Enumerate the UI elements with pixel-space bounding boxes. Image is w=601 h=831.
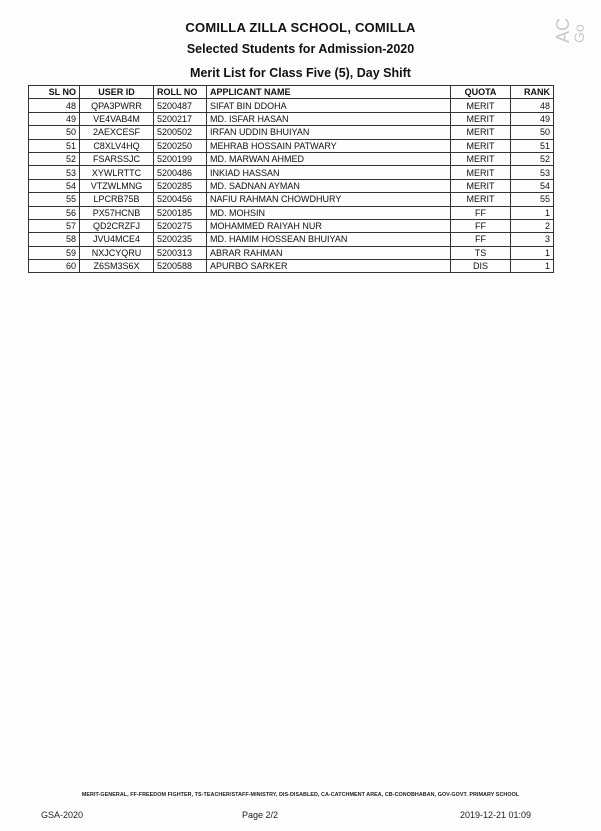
cell-quota: MERIT <box>451 193 511 206</box>
cell-rank: 53 <box>511 166 554 179</box>
cell-roll-no: 5200313 <box>154 246 207 259</box>
quota-legend: MERIT-GENERAL, FF-FREEDOM FIGHTER, TS-TEACHER/STAFF-MINISTRY, DIS-DISABLED, CA-CATCHMENT AREA, CB-CONOBHABAN, GOV-GOVT. PRIMARY SCHOOL <box>81 792 520 798</box>
cell-user-id: QPA3PWRR <box>80 99 154 112</box>
cell-applicant-name: INKIAD HASSAN <box>207 166 451 179</box>
footer-code: GSA-2020 <box>41 810 84 820</box>
cell-sl-no: 53 <box>29 166 80 179</box>
table-row <box>29 152 554 165</box>
table-row <box>29 126 554 139</box>
table-row <box>29 193 554 206</box>
cell-rank: 52 <box>511 152 554 165</box>
table-header-row <box>29 86 554 99</box>
cell-roll-no: 5200185 <box>154 206 207 219</box>
merit-list-table <box>28 85 554 273</box>
table-row <box>29 246 554 259</box>
cell-sl-no: 48 <box>29 99 80 112</box>
cell-roll-no: 5200235 <box>154 233 207 246</box>
cell-sl-no: 59 <box>29 246 80 259</box>
cell-applicant-name: MD. HAMIM HOSSEAN BHUIYAN <box>207 233 451 246</box>
cell-user-id: FSARSSJC <box>80 152 154 165</box>
cell-rank: 49 <box>511 112 554 125</box>
cell-user-id: C8XLV4HQ <box>80 139 154 152</box>
cell-sl-no: 49 <box>29 112 80 125</box>
table-row <box>29 112 554 125</box>
cell-rank: 51 <box>511 139 554 152</box>
cell-user-id: LPCRB75B <box>80 193 154 206</box>
cell-user-id: JVU4MCE4 <box>80 233 154 246</box>
cell-sl-no: 60 <box>29 260 80 273</box>
cell-rank: 54 <box>511 179 554 192</box>
column-header-quota: QUOTA <box>451 86 511 99</box>
cell-rank: 2 <box>511 219 554 232</box>
cell-sl-no: 54 <box>29 179 80 192</box>
cell-applicant-name: MD. ISFAR HASAN <box>207 112 451 125</box>
cell-applicant-name: IRFAN UDDIN BHUIYAN <box>207 126 451 139</box>
cell-applicant-name: MD. SADNAN AYMAN <box>207 179 451 192</box>
cell-user-id: VTZWLMNG <box>80 179 154 192</box>
cell-user-id: Z6SM3S6X <box>80 260 154 273</box>
cell-roll-no: 5200456 <box>154 193 207 206</box>
cell-applicant-name: MD. MOHSIN <box>207 206 451 219</box>
cell-quota: FF <box>451 219 511 232</box>
cell-applicant-name: MD. MARWAN AHMED <box>207 152 451 165</box>
cell-quota: DIS <box>451 260 511 273</box>
cell-quota: MERIT <box>451 112 511 125</box>
table-row <box>29 219 554 232</box>
column-header-rank: RANK <box>511 86 554 99</box>
cell-quota: MERIT <box>451 152 511 165</box>
table-row <box>29 233 554 246</box>
cell-roll-no: 5200250 <box>154 139 207 152</box>
cell-sl-no: 50 <box>29 126 80 139</box>
cell-user-id: 2AEXCESF <box>80 126 154 139</box>
footer-timestamp: 2019-12-21 01:09 <box>460 810 532 820</box>
cell-applicant-name: ABRAR RAHMAN <box>207 246 451 259</box>
table-row <box>29 166 554 179</box>
column-header-user-id: USER ID <box>80 86 154 99</box>
cell-roll-no: 5200285 <box>154 179 207 192</box>
cell-roll-no: 5200502 <box>154 126 207 139</box>
merit-list-title: Merit List for Class Five (5), Day Shift <box>190 66 411 80</box>
cell-applicant-name: SIFAT BIN DDOHA <box>207 99 451 112</box>
cell-sl-no: 51 <box>29 139 80 152</box>
cell-rank: 55 <box>511 193 554 206</box>
cell-user-id: QD2CRZFJ <box>80 219 154 232</box>
table-row <box>29 206 554 219</box>
cell-roll-no: 5200487 <box>154 99 207 112</box>
cell-roll-no: 5200486 <box>154 166 207 179</box>
document-subtitle: Selected Students for Admission-2020 <box>186 42 415 56</box>
cell-applicant-name: MEHRAB HOSSAIN PATWARY <box>207 139 451 152</box>
cell-quota: MERIT <box>451 99 511 112</box>
cell-sl-no: 58 <box>29 233 80 246</box>
table-row <box>29 139 554 152</box>
cell-rank: 1 <box>511 206 554 219</box>
watermark-line-1: AC <box>553 17 573 43</box>
cell-rank: 48 <box>511 99 554 112</box>
cell-quota: MERIT <box>451 126 511 139</box>
cell-rank: 1 <box>511 260 554 273</box>
table-row <box>29 260 554 273</box>
cell-rank: 3 <box>511 233 554 246</box>
cell-applicant-name: MOHAMMED RAIYAH NUR <box>207 219 451 232</box>
watermark-line-2: Go <box>571 24 587 43</box>
cell-sl-no: 57 <box>29 219 80 232</box>
cell-quota: TS <box>451 246 511 259</box>
cell-quota: MERIT <box>451 179 511 192</box>
column-header-roll-no: ROLL NO <box>154 86 207 99</box>
cell-roll-no: 5200588 <box>154 260 207 273</box>
table-row <box>29 99 554 112</box>
cell-sl-no: 56 <box>29 206 80 219</box>
cell-roll-no: 5200199 <box>154 152 207 165</box>
cell-quota: FF <box>451 233 511 246</box>
cell-quota: FF <box>451 206 511 219</box>
cell-user-id: VE4VAB4M <box>80 112 154 125</box>
table-body <box>29 99 554 273</box>
cell-rank: 50 <box>511 126 554 139</box>
cell-roll-no: 5200275 <box>154 219 207 232</box>
column-header-sl-no: SL NO <box>29 86 80 99</box>
cell-sl-no: 55 <box>29 193 80 206</box>
cell-quota: MERIT <box>451 139 511 152</box>
cell-sl-no: 52 <box>29 152 80 165</box>
school-title: COMILLA ZILLA SCHOOL, COMILLA <box>185 20 416 35</box>
column-header-applicant-name: APPLICANT NAME <box>207 86 451 99</box>
footer-page-number: Page 2/2 <box>242 810 279 820</box>
cell-user-id: XYWLRTTC <box>80 166 154 179</box>
table-row <box>29 179 554 192</box>
cell-applicant-name: APURBO SARKER <box>207 260 451 273</box>
cell-rank: 1 <box>511 246 554 259</box>
cell-user-id: PX57HCNB <box>80 206 154 219</box>
cell-user-id: NXJCYQRU <box>80 246 154 259</box>
cell-quota: MERIT <box>451 166 511 179</box>
cell-roll-no: 5200217 <box>154 112 207 125</box>
cell-applicant-name: NAFIU RAHMAN CHOWDHURY <box>207 193 451 206</box>
